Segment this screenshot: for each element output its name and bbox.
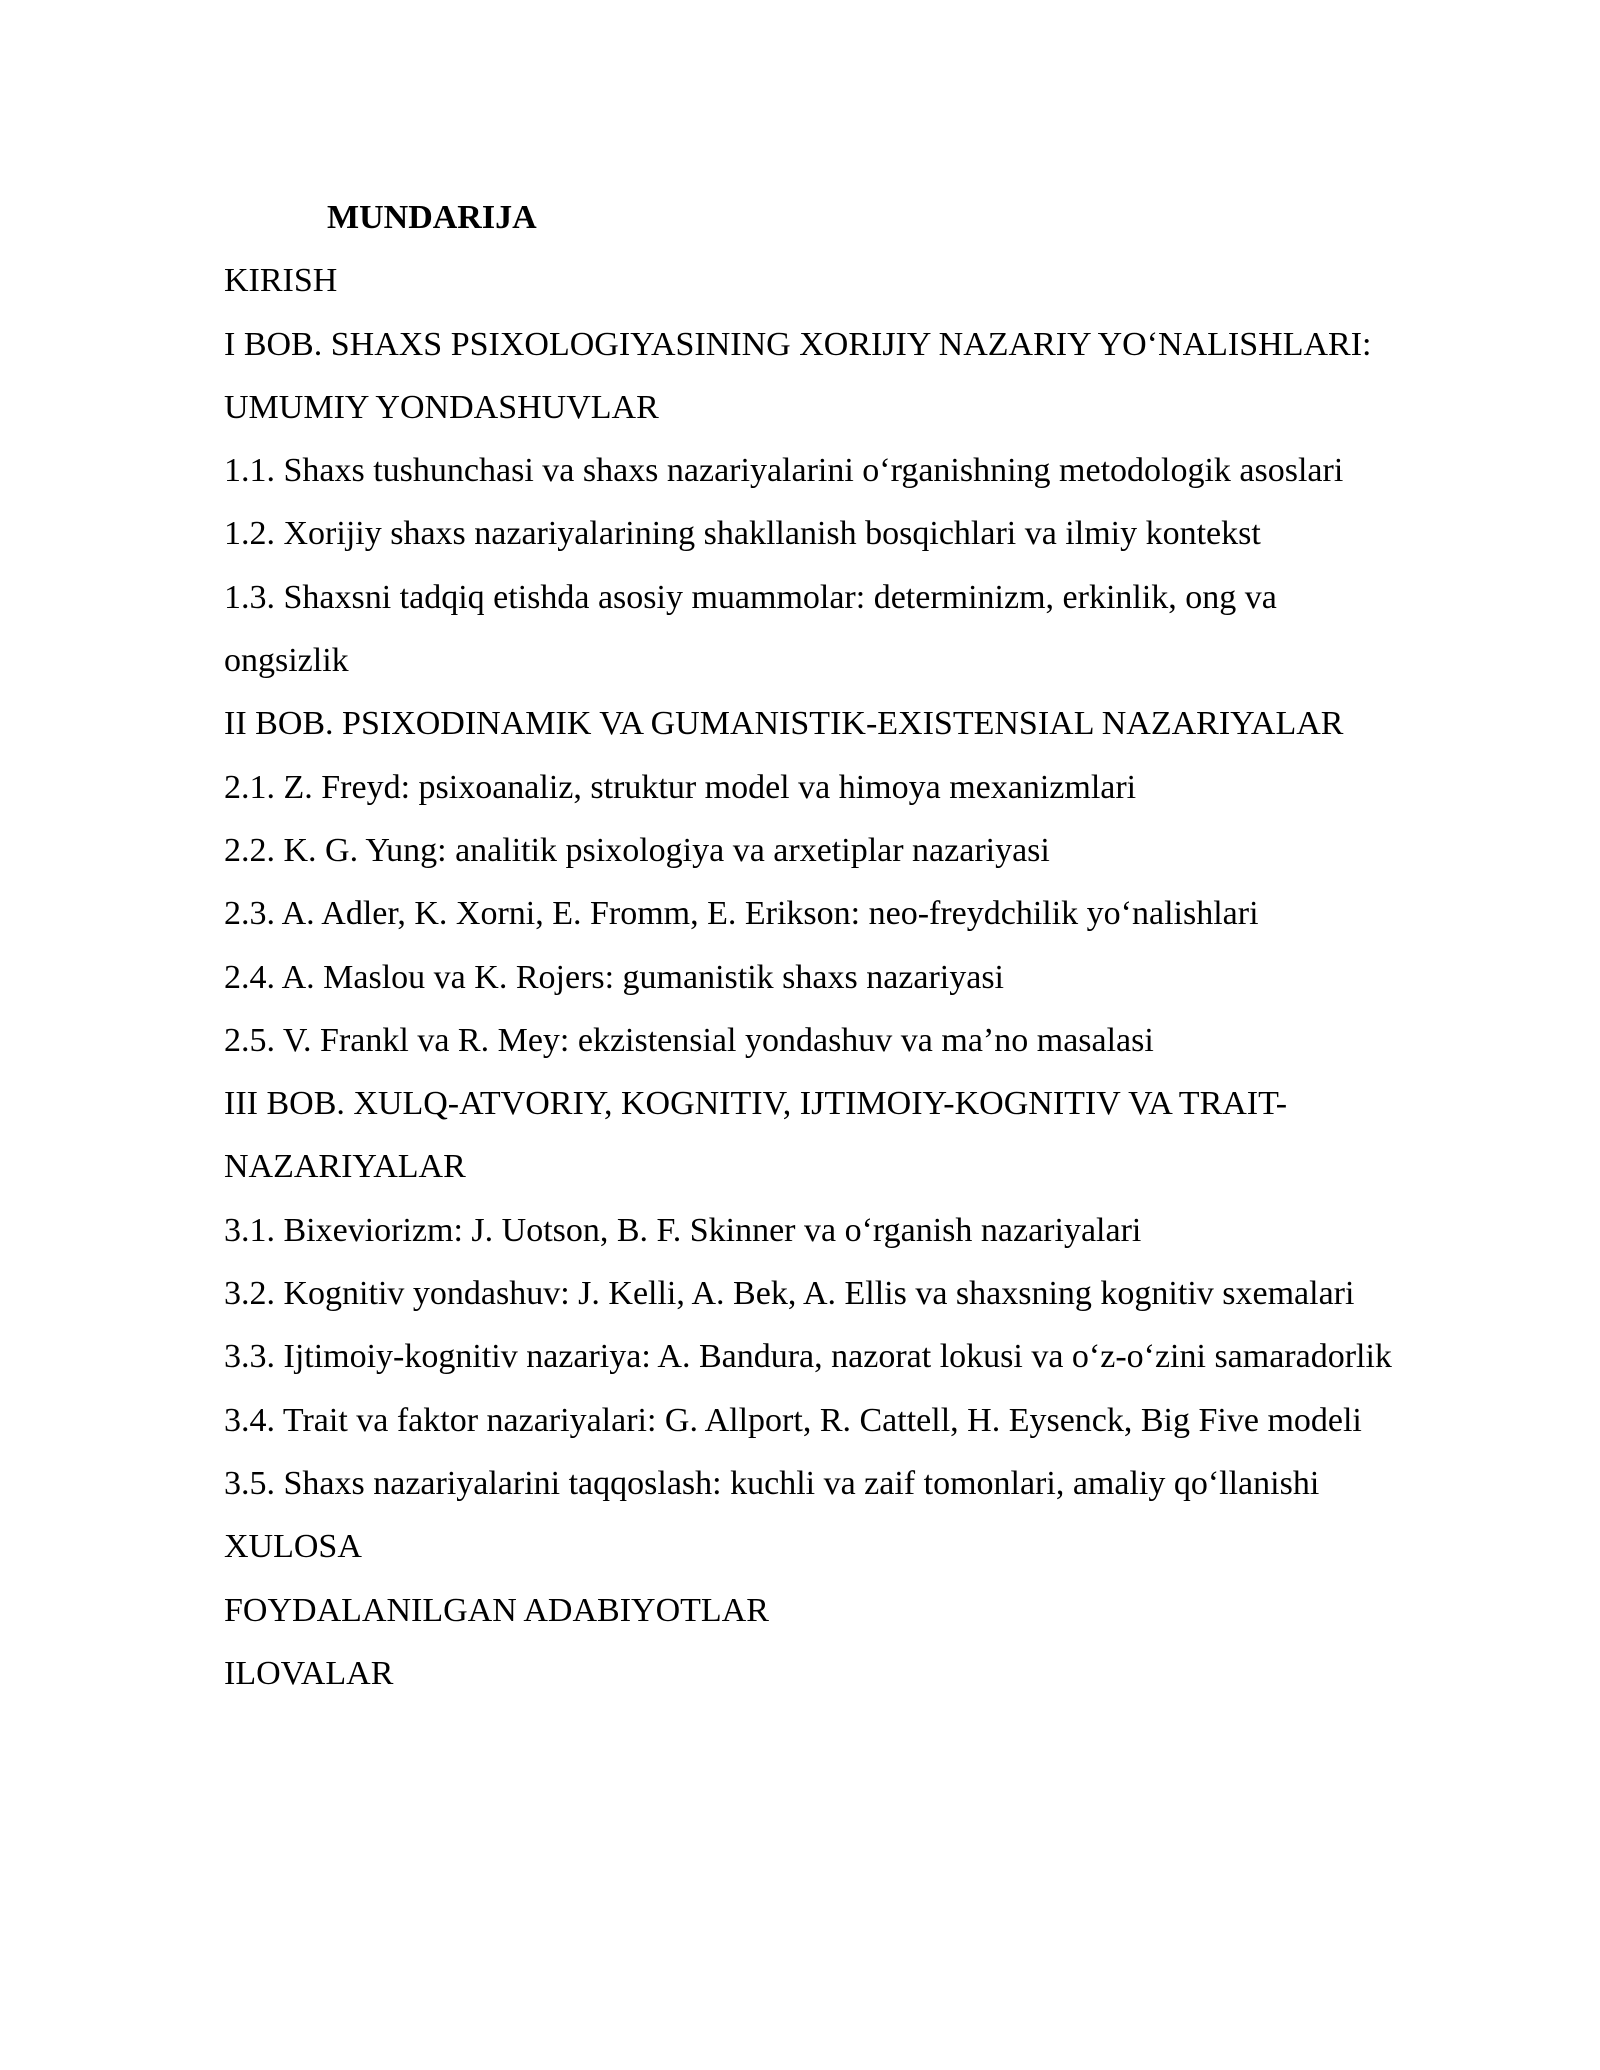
toc-entry-section-3-2: 3.2. Kognitiv yondashuv: J. Kelli, A. Bek, A. Ellis va shaxsning kognitiv sxemalari	[224, 1275, 1355, 1313]
toc-title: MUNDARIJA	[327, 199, 537, 236]
toc-entry-section-2-4: 2.4. A. Maslou va K. Rojers: gumanistik shaxs nazariyasi	[224, 958, 1005, 996]
toc-entry-section-1-2: 1.2. Xorijiy shaxs nazariyalarining shakllanish bosqichlari va ilmiy kontekst	[224, 515, 1261, 553]
toc-entry-section-3-1: 3.1. Bixeviorizm: J. Uotson, B. F. Skinner va o‘rganish nazariyalari	[224, 1211, 1142, 1249]
toc-entry-chapter-3-continued: NAZARIYALAR	[224, 1148, 466, 1186]
table-of-contents	[224, 186, 1524, 1705]
toc-entry-section-3-4: 3.4. Trait va faktor nazariyalari: G. Allport, R. Cattell, H. Eysenck, Big Five modeli	[224, 1401, 1362, 1439]
toc-entry-section-1-1: 1.1. Shaxs tushunchasi va shaxs nazariyalarini o‘rganishning metodologik asoslari	[224, 452, 1344, 490]
toc-entry-chapter-1-continued: UMUMIY YONDASHUVLAR	[224, 388, 659, 426]
toc-entry-conclusion: XULOSA	[224, 1528, 362, 1566]
toc-entry-introduction: KIRISH	[224, 262, 338, 300]
toc-entry-section-2-5: 2.5. V. Frankl va R. Mey: ekzistensial yondashuv va ma’no masalasi	[224, 1021, 1154, 1059]
toc-entry-section-1-3: 1.3. Shaxsni tadqiq etishda asosiy muammolar: determinizm, erkinlik, ong va	[224, 578, 1277, 616]
toc-entry-section-3-5: 3.5. Shaxs nazariyalarini taqqoslash: kuchli va zaif tomonlari, amaliy qo‘llanishi	[224, 1464, 1320, 1502]
toc-entry-section-2-3: 2.3. A. Adler, K. Xorni, E. Fromm, E. Erikson: neo-freydchilik yo‘nalishlari	[224, 895, 1259, 933]
toc-entry-section-2-2: 2.2. K. G. Yung: analitik psixologiya va arxetiplar nazariyasi	[224, 831, 1050, 869]
toc-entry-section-1-3-continued: ongsizlik	[224, 642, 349, 680]
toc-entry-appendices: ILOVALAR	[224, 1654, 394, 1692]
toc-entry-chapter-3: III BOB. XULQ-ATVORIY, KOGNITIV, IJTIMOIY-KOGNITIV VA TRAIT-	[224, 1085, 1288, 1123]
toc-entry-references: FOYDALANILGAN ADABIYOTLAR	[224, 1591, 769, 1629]
toc-entry-chapter-1: I BOB. SHAXS PSIXOLOGIYASINING XORIJIY NAZARIY YO‘NALISHLARI:	[224, 325, 1372, 363]
toc-entry-chapter-2: II BOB. PSIXODINAMIK VA GUMANISTIK-EXISTENSIAL NAZARIYALAR	[224, 705, 1344, 743]
toc-entry-section-3-3: 3.3. Ijtimoiy-kognitiv nazariya: A. Bandura, nazorat lokusi va o‘z-o‘zini samaradorlik	[224, 1338, 1392, 1376]
toc-entry-section-2-1: 2.1. Z. Freyd: psixoanaliz, struktur model va himoya mexanizmlari	[224, 768, 1137, 806]
